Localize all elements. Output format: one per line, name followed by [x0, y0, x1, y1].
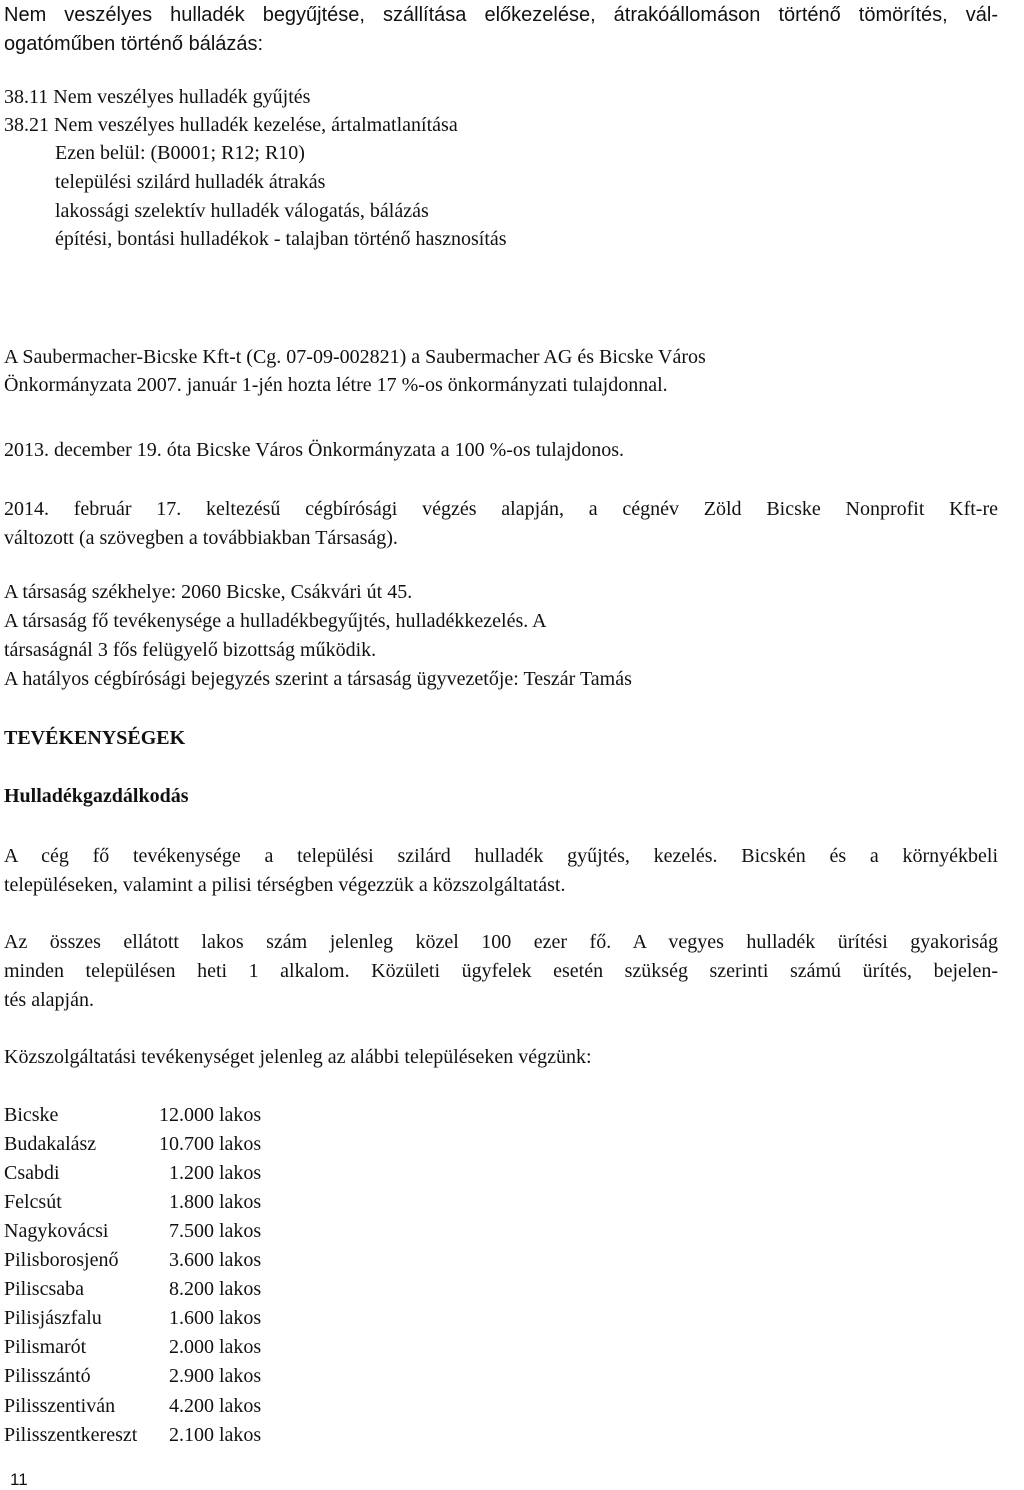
- intro-line-2: ogatóműben történő bálázás:: [4, 33, 264, 55]
- code-38-11: 38.11 Nem veszélyes hulladék gyűjtés: [4, 86, 311, 108]
- settlement-population: [154, 1159, 350, 1188]
- sub-item-transfer: települési szilárd hulladék átrakás: [55, 171, 326, 193]
- settlement-population: [154, 1275, 350, 1304]
- settlement-population-unit: lakos: [219, 1104, 262, 1126]
- activity-p1-line1: A cég fő tevékenysége a települési szilárd hulladék gyűjtés, kezelés. Bicskén és a környékbeli: [4, 845, 998, 867]
- heading-activities: TEVÉKENYSÉGEK: [4, 727, 186, 749]
- company-para3-line2: változott (a szövegben a továbbiakban Társaság).: [4, 527, 398, 549]
- settlement-population: [154, 1188, 350, 1217]
- settlement-population-unit: lakos: [219, 1162, 262, 1184]
- settlement-population-value: 12.000: [159, 1104, 214, 1126]
- activity-p2-line1: Az összes ellátott lakos szám jelenleg közel 100 ezer fő. A vegyes hulladék ürítési gyakoriság: [4, 931, 998, 953]
- settlement-population-value: 2.900: [169, 1365, 214, 1387]
- page-number: 11: [10, 1470, 28, 1489]
- settlement-population-unit: lakos: [219, 1278, 262, 1300]
- settlement-name: Pilismarót: [4, 1336, 87, 1358]
- settlement-population-unit: lakos: [219, 1249, 262, 1271]
- settlement-population-value: 1.800: [169, 1191, 214, 1213]
- activity-p2-line2: minden településen heti 1 alkalom. Közületi ügyfelek esetén szükség szerinti számú ürítés, bejelen-: [4, 960, 998, 982]
- settlement-population-unit: lakos: [219, 1220, 262, 1242]
- settlement-name: Csabdi: [4, 1162, 60, 1184]
- settlement-name: Felcsút: [4, 1191, 62, 1213]
- settlement-population: [154, 1304, 350, 1333]
- settlement-population: [154, 1130, 350, 1159]
- document-page: [4, 0, 1020, 1487]
- settlement-population-unit: lakos: [219, 1191, 262, 1213]
- heading-waste-management: Hulladékgazdálkodás: [4, 785, 189, 807]
- settlement-population: [154, 1362, 350, 1391]
- company-para3-line1: 2014. február 17. keltezésű cégbírósági végzés alapján, a cégnév Zöld Bicske Nonprofit Kft-re: [4, 498, 998, 520]
- settlement-population-unit: lakos: [219, 1307, 262, 1329]
- intro-line-1: Nem veszélyes hulladék begyűjtése, szállítása előkezelése, átrakóállomáson történő tömörítés, vál-: [4, 4, 998, 26]
- company-main-activity-line2: társaságnál 3 fős felügyelő bizottság működik.: [4, 639, 377, 661]
- settlement-population: [154, 1421, 350, 1450]
- settlement-population: [154, 1392, 350, 1421]
- settlement-population-value: 4.200: [169, 1395, 214, 1417]
- settlement-population: [154, 1333, 350, 1362]
- settlement-population-value: 1.600: [169, 1307, 214, 1329]
- settlement-population-value: 1.200: [169, 1162, 214, 1184]
- settlement-population: [154, 1246, 350, 1275]
- sub-item-selective: lakossági szelektív hulladék válogatás, bálázás: [55, 200, 429, 222]
- code-38-21: 38.21 Nem veszélyes hulladék kezelése, ártalmatlanítása: [4, 114, 458, 136]
- company-director: A hatályos cégbírósági bejegyzés szerint a társaság ügyvezetője: Teszár Tamás: [4, 668, 632, 690]
- sub-item-construction: építési, bontási hulladékok - talajban történő hasznosítás: [55, 228, 507, 250]
- settlement-name: Pilisszentkereszt: [4, 1424, 138, 1446]
- settlement-population-unit: lakos: [219, 1365, 262, 1387]
- settlement-name: Budakalász: [4, 1133, 97, 1155]
- company-para2: 2013. december 19. óta Bicske Város Önkormányzata a 100 %-os tulajdonos.: [4, 439, 625, 461]
- settlement-name: Bicske: [4, 1104, 59, 1126]
- settlement-population-value: 2.100: [169, 1424, 214, 1446]
- settlement-population: [154, 1101, 350, 1130]
- settlement-population-unit: lakos: [219, 1133, 262, 1155]
- settlement-population: [154, 1217, 350, 1246]
- settlement-population-unit: lakos: [219, 1336, 262, 1358]
- company-seat: A társaság székhelye: 2060 Bicske, Csákvári út 45.: [4, 581, 413, 603]
- settlement-population-value: 3.600: [169, 1249, 214, 1271]
- settlement-name: Piliscsaba: [4, 1278, 84, 1300]
- activity-p3: Közszolgáltatási tevékenységet jelenleg az alábbi településeken végzünk:: [4, 1046, 592, 1068]
- settlement-population-unit: lakos: [219, 1395, 262, 1417]
- settlement-population-value: 8.200: [169, 1278, 214, 1300]
- settlement-name: Nagykovácsi: [4, 1220, 109, 1242]
- company-main-activity-line1: A társaság fő tevékenysége a hulladékbegyűjtés, hulladékkezelés. A: [4, 610, 547, 632]
- company-para1-line2: Önkormányzata 2007. január 1-jén hozta létre 17 %-os önkormányzati tulajdonnal.: [4, 374, 668, 396]
- settlement-population-unit: lakos: [219, 1424, 262, 1446]
- settlement-name: Pilisjászfalu: [4, 1307, 102, 1329]
- settlement-name: Pilisszentiván: [4, 1395, 116, 1417]
- activity-p2-line3: tés alapján.: [4, 989, 94, 1011]
- settlement-population-value: 10.700: [159, 1133, 214, 1155]
- company-para1-line1: A Saubermacher-Bicske Kft-t (Cg. 07-09-002821) a Saubermacher AG és Bicske Város: [4, 346, 706, 368]
- sub-item-codes: Ezen belül: (B0001; R12; R10): [55, 142, 305, 164]
- settlement-population-value: 7.500: [169, 1220, 214, 1242]
- activity-p1-line2: településeken, valamint a pilisi térségben végezzük a közszolgáltatást.: [4, 874, 566, 896]
- settlement-name: Pilisborosjenő: [4, 1249, 119, 1271]
- settlement-population-value: 2.000: [169, 1336, 214, 1358]
- settlement-name: Pilisszántó: [4, 1365, 91, 1387]
